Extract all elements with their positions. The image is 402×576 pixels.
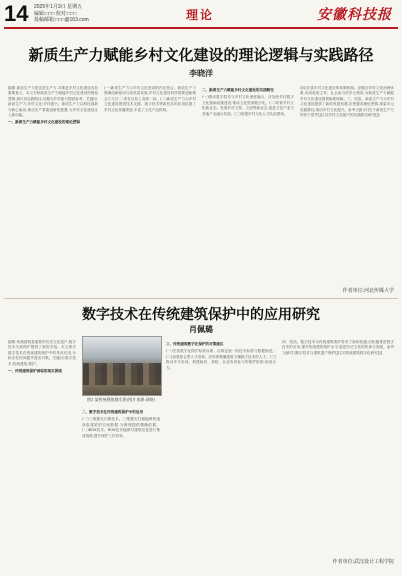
article2-col2-text: (一)三维激光扫描技术。三维激光扫描能够快速获取建筑的空间数据,为修缮提供精确依据。(二)BIM技术。BIM技术能够对建筑信息进行集成管理,提升保护工作效率。 bbox=[82, 417, 160, 438]
article2-column-4 bbox=[282, 340, 394, 550]
photo-roofs bbox=[83, 363, 161, 385]
article1-col1-text: 摘要:新质生产力是先进生产力,对推进乡村文化建设具有重要意义。本文分析新质生产力赋能乡村文化建设的理论逻辑,探讨其实践路径,以期为乡村振兴提供参考。关键词:新质生产力;乡村文化;乡村振兴。新质生产力以科技创新为核心驱动,推动生产要素创新性配置,为乡村文化建设注入新动能。 bbox=[8, 86, 98, 118]
article1-heading-2: 二、新质生产力赋能乡村文化建设的实践路径 bbox=[202, 88, 274, 92]
article1-heading-1: 一、新质生产力赋能乡村文化建设的理论逻辑 bbox=[8, 120, 80, 125]
article2-author-affiliation: 作者单位:武汉设计工程学院 bbox=[332, 559, 394, 565]
header-meta-line: 2025年1月3日 星期五 bbox=[34, 4, 83, 10]
article2-column-2 bbox=[82, 408, 160, 568]
article2-col1-text: 摘要:传统建筑是重要的历史文化遗产,数字技术为其保护提供了新的手段。本文探讨数字技术在传统建筑保护中的具体应用,分析存在的问题并提出对策。关键词:数字技术;传统建筑;保护。 bbox=[8, 340, 76, 366]
article2-column-3 bbox=[166, 340, 276, 568]
page-number: 14 bbox=[4, 1, 29, 26]
article2-heading-2: 二、数字技术在传统建筑保护中的应用 bbox=[82, 410, 144, 414]
article1-col3-text: (一)推动数字技术与乡村文化深度融合。应加快乡村数字文化基础设施建设,推动文化资源数字化。(二)培育乡村文化新业态。发展乡村文旅、文创等新业态,促进文化产业与其他产业融合发展。(三)加强乡村文化人才队伍建设。 bbox=[202, 95, 294, 116]
article2-column-1 bbox=[8, 340, 76, 568]
article2-col3-text: (一)完善数字化保护标准体系。应制定统一的技术标准与数据规范。(二)加强复合型人才培养。应培养既懂建筑又懂数字技术的人才。(三)推动多方协同。构建政府、高校、企业协同参与的保护机制,形成合力。 bbox=[166, 349, 276, 370]
article2-col4-text: 四、结语。数字技术为传统建筑保护带来了新的机遇,应积极推进数字技术的应用,提升传统建筑保护水平,促进历史文化的传承与发展。参考文献:[1]数字技术与建筑遗产保护[J].[2]传统建筑数字化研究[J]. bbox=[282, 340, 394, 355]
article1-column-4 bbox=[300, 86, 394, 282]
article1-column-1 bbox=[8, 86, 98, 296]
article1-author-affiliation: 作者单位:河北传媒大学 bbox=[342, 288, 394, 294]
building-photo bbox=[82, 336, 162, 396]
article2-heading-1: 一、传统建筑保护面临的现实困境 bbox=[8, 369, 62, 374]
section-title: 理论 bbox=[186, 8, 215, 22]
photo-caption: 图1 某传统建筑群实景(图片来源:网络) bbox=[86, 397, 156, 402]
header-meta-line: 编辑:□□□ 校对:□□□ bbox=[34, 10, 77, 17]
article2-author: 肖佩璐 bbox=[189, 325, 213, 334]
header-rule bbox=[4, 27, 398, 29]
article1-title: 新质生产力赋能乡村文化建设的理论逻辑与实践路径 bbox=[28, 47, 374, 64]
masthead-logo: 安徽科技报 bbox=[317, 7, 392, 23]
article1-author: 李晓洋 bbox=[189, 69, 213, 78]
header-meta bbox=[34, 4, 89, 24]
article1-col2-text: (一)新质生产力与乡村文化建设的内在契合。新质生产力强调创新驱动与高质量发展,乡村文化建设同样需要创新理念与方法,二者在目标上高度一致。(二)新质生产力为乡村文化建设提供技术支撑。数字技术等新技术的应用拓展了乡村文化传播渠道,丰富了文化产品供给。 bbox=[104, 86, 196, 112]
article1-col4-text: (四)完善乡村文化建设的体制机制。应健全乡村文化治理体系,形成政府主导、社会参与的多元格局,为新质生产力赋能乡村文化建设提供制度保障。三、结语。新质生产力为乡村文化建设提供了新的发展机遇,应把握其理论逻辑,探索多元实践路径,推动乡村文化振兴。参考文献:[1]关于新质生产力的若干思考[J].[2]乡村文化振兴的实践路径研究[J]. bbox=[300, 86, 394, 118]
article1-column-3 bbox=[202, 86, 294, 296]
article-divider bbox=[4, 298, 398, 299]
article1-column-2 bbox=[104, 86, 196, 296]
header-meta-line: 投稿邮箱:□□□@163.com bbox=[34, 17, 89, 23]
article2-heading-3: 三、传统建筑数字化保护的对策建议 bbox=[166, 342, 224, 346]
article2-title: 数字技术在传统建筑保护中的应用研究 bbox=[82, 306, 320, 322]
